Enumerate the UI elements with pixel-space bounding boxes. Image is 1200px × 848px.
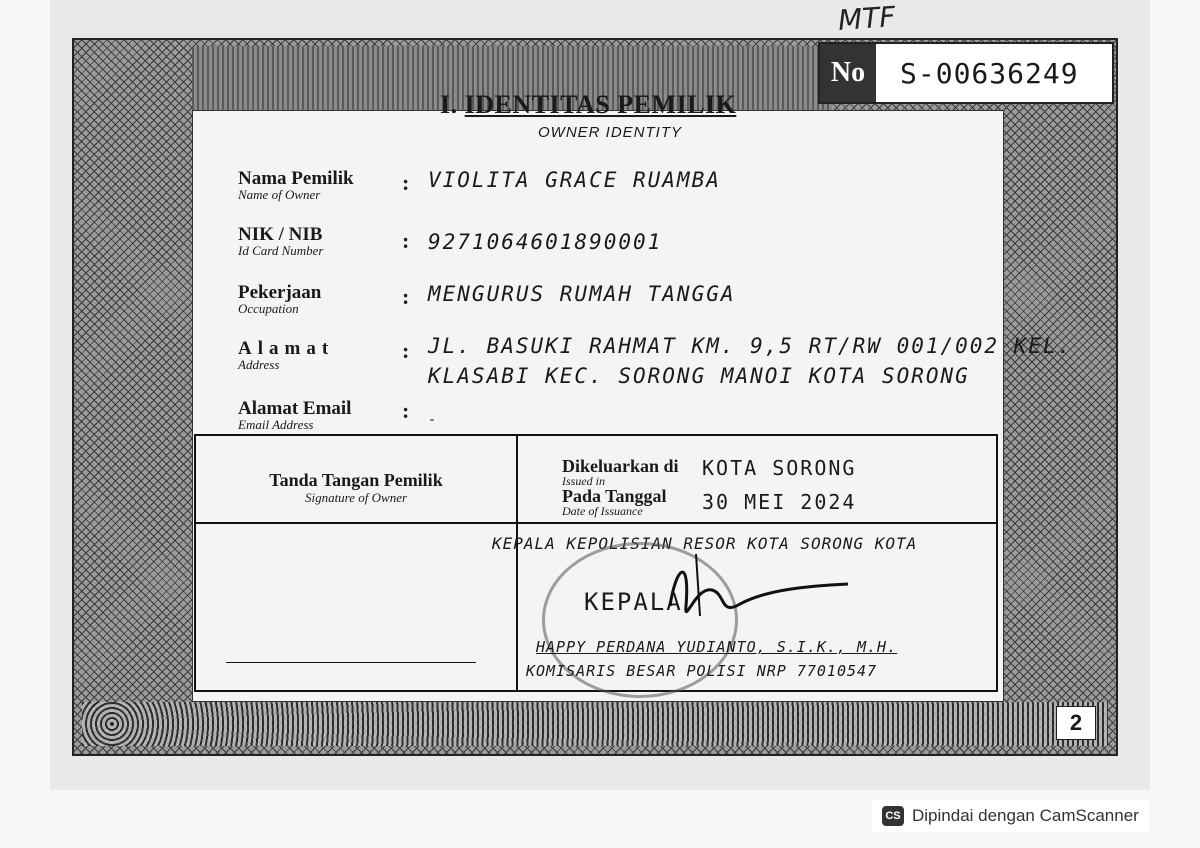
owner-signature-sublabel: Signature of Owner: [304, 490, 408, 505]
issued-in-sublabel: Issued in: [562, 474, 605, 488]
document-number: S-00636249: [900, 56, 1079, 90]
issued-in-value: KOTA SORONG: [702, 456, 857, 480]
date-value: 30 MEI 2024: [702, 490, 857, 514]
camscanner-icon: CS: [882, 806, 904, 826]
owner-signature-line: [226, 662, 476, 663]
issued-in-label: Dikeluarkan di: [562, 456, 679, 476]
field-label: Alamat Email: [238, 398, 352, 419]
section-numeral: I.: [440, 90, 458, 119]
field-sublabel: Name of Owner: [238, 187, 321, 202]
field-sublabel: Address: [238, 357, 280, 372]
document-number-box: [818, 42, 1114, 104]
address-value-line1: JL. BASUKI RAHMAT KM. 9,5 RT/RW 001/002 KEL.: [428, 334, 1073, 358]
field-sublabel: Email Address: [238, 417, 314, 432]
colon: :: [402, 398, 410, 423]
handwritten-note: MTF: [836, 0, 897, 37]
id-number-value: 9271064601890001: [428, 230, 663, 254]
field-id-number: [238, 226, 323, 257]
number-label: No: [820, 44, 876, 102]
field-label: NIK / NIB: [238, 224, 323, 245]
page-number: 2: [1056, 706, 1096, 740]
signature-table: [194, 434, 998, 692]
occupation-value: MENGURUS RUMAH TANGGA: [428, 282, 736, 306]
stamp-text: KEPALA: [584, 588, 683, 616]
email-value: -: [428, 412, 439, 428]
colon: :: [402, 284, 410, 309]
official-signature: [656, 546, 856, 636]
field-sublabel: Id Card Number: [238, 243, 324, 258]
field-email: [238, 400, 351, 431]
colon: :: [402, 170, 410, 195]
camscanner-text: Dipindai dengan CamScanner: [912, 806, 1139, 825]
owner-name-value: VIOLITA GRACE RUAMBA: [428, 168, 721, 192]
table-divider: [516, 436, 518, 690]
section-title-text: IDENTITAS PEMILIK: [464, 90, 737, 119]
field-occupation: [238, 284, 321, 315]
officer-name: HAPPY PERDANA YUDIANTO, S.I.K., M.H.: [536, 638, 898, 656]
field-label: Alamat: [238, 338, 335, 359]
issuing-authority: KEPALA KEPOLISIAN RESOR KOTA SORONG KOTA: [492, 534, 918, 553]
field-owner-name: [238, 170, 354, 201]
section-title: [440, 90, 736, 120]
date-label: Pada Tanggal: [562, 486, 667, 506]
colon: :: [402, 338, 410, 363]
date-sublabel: Date of Issuance: [562, 504, 643, 518]
camscanner-watermark: [872, 800, 1149, 832]
field-sublabel: Occupation: [238, 301, 299, 316]
officer-rank: KOMISARIS BESAR POLISI NRP 77010547: [526, 662, 878, 680]
field-label: Pekerjaan: [238, 282, 322, 303]
table-divider: [196, 522, 996, 524]
address-value-line2: KLASABI KEC. SORONG MANOI KOTA SORONG: [428, 364, 970, 388]
section-subtitle: OWNER IDENTITY: [538, 124, 682, 141]
field-address: [238, 340, 334, 371]
field-label: Nama Pemilik: [238, 168, 354, 189]
footer-ornament: [82, 702, 1108, 746]
colon: :: [402, 228, 410, 253]
owner-signature-label: Tanda Tangan Pemilik: [269, 470, 443, 490]
